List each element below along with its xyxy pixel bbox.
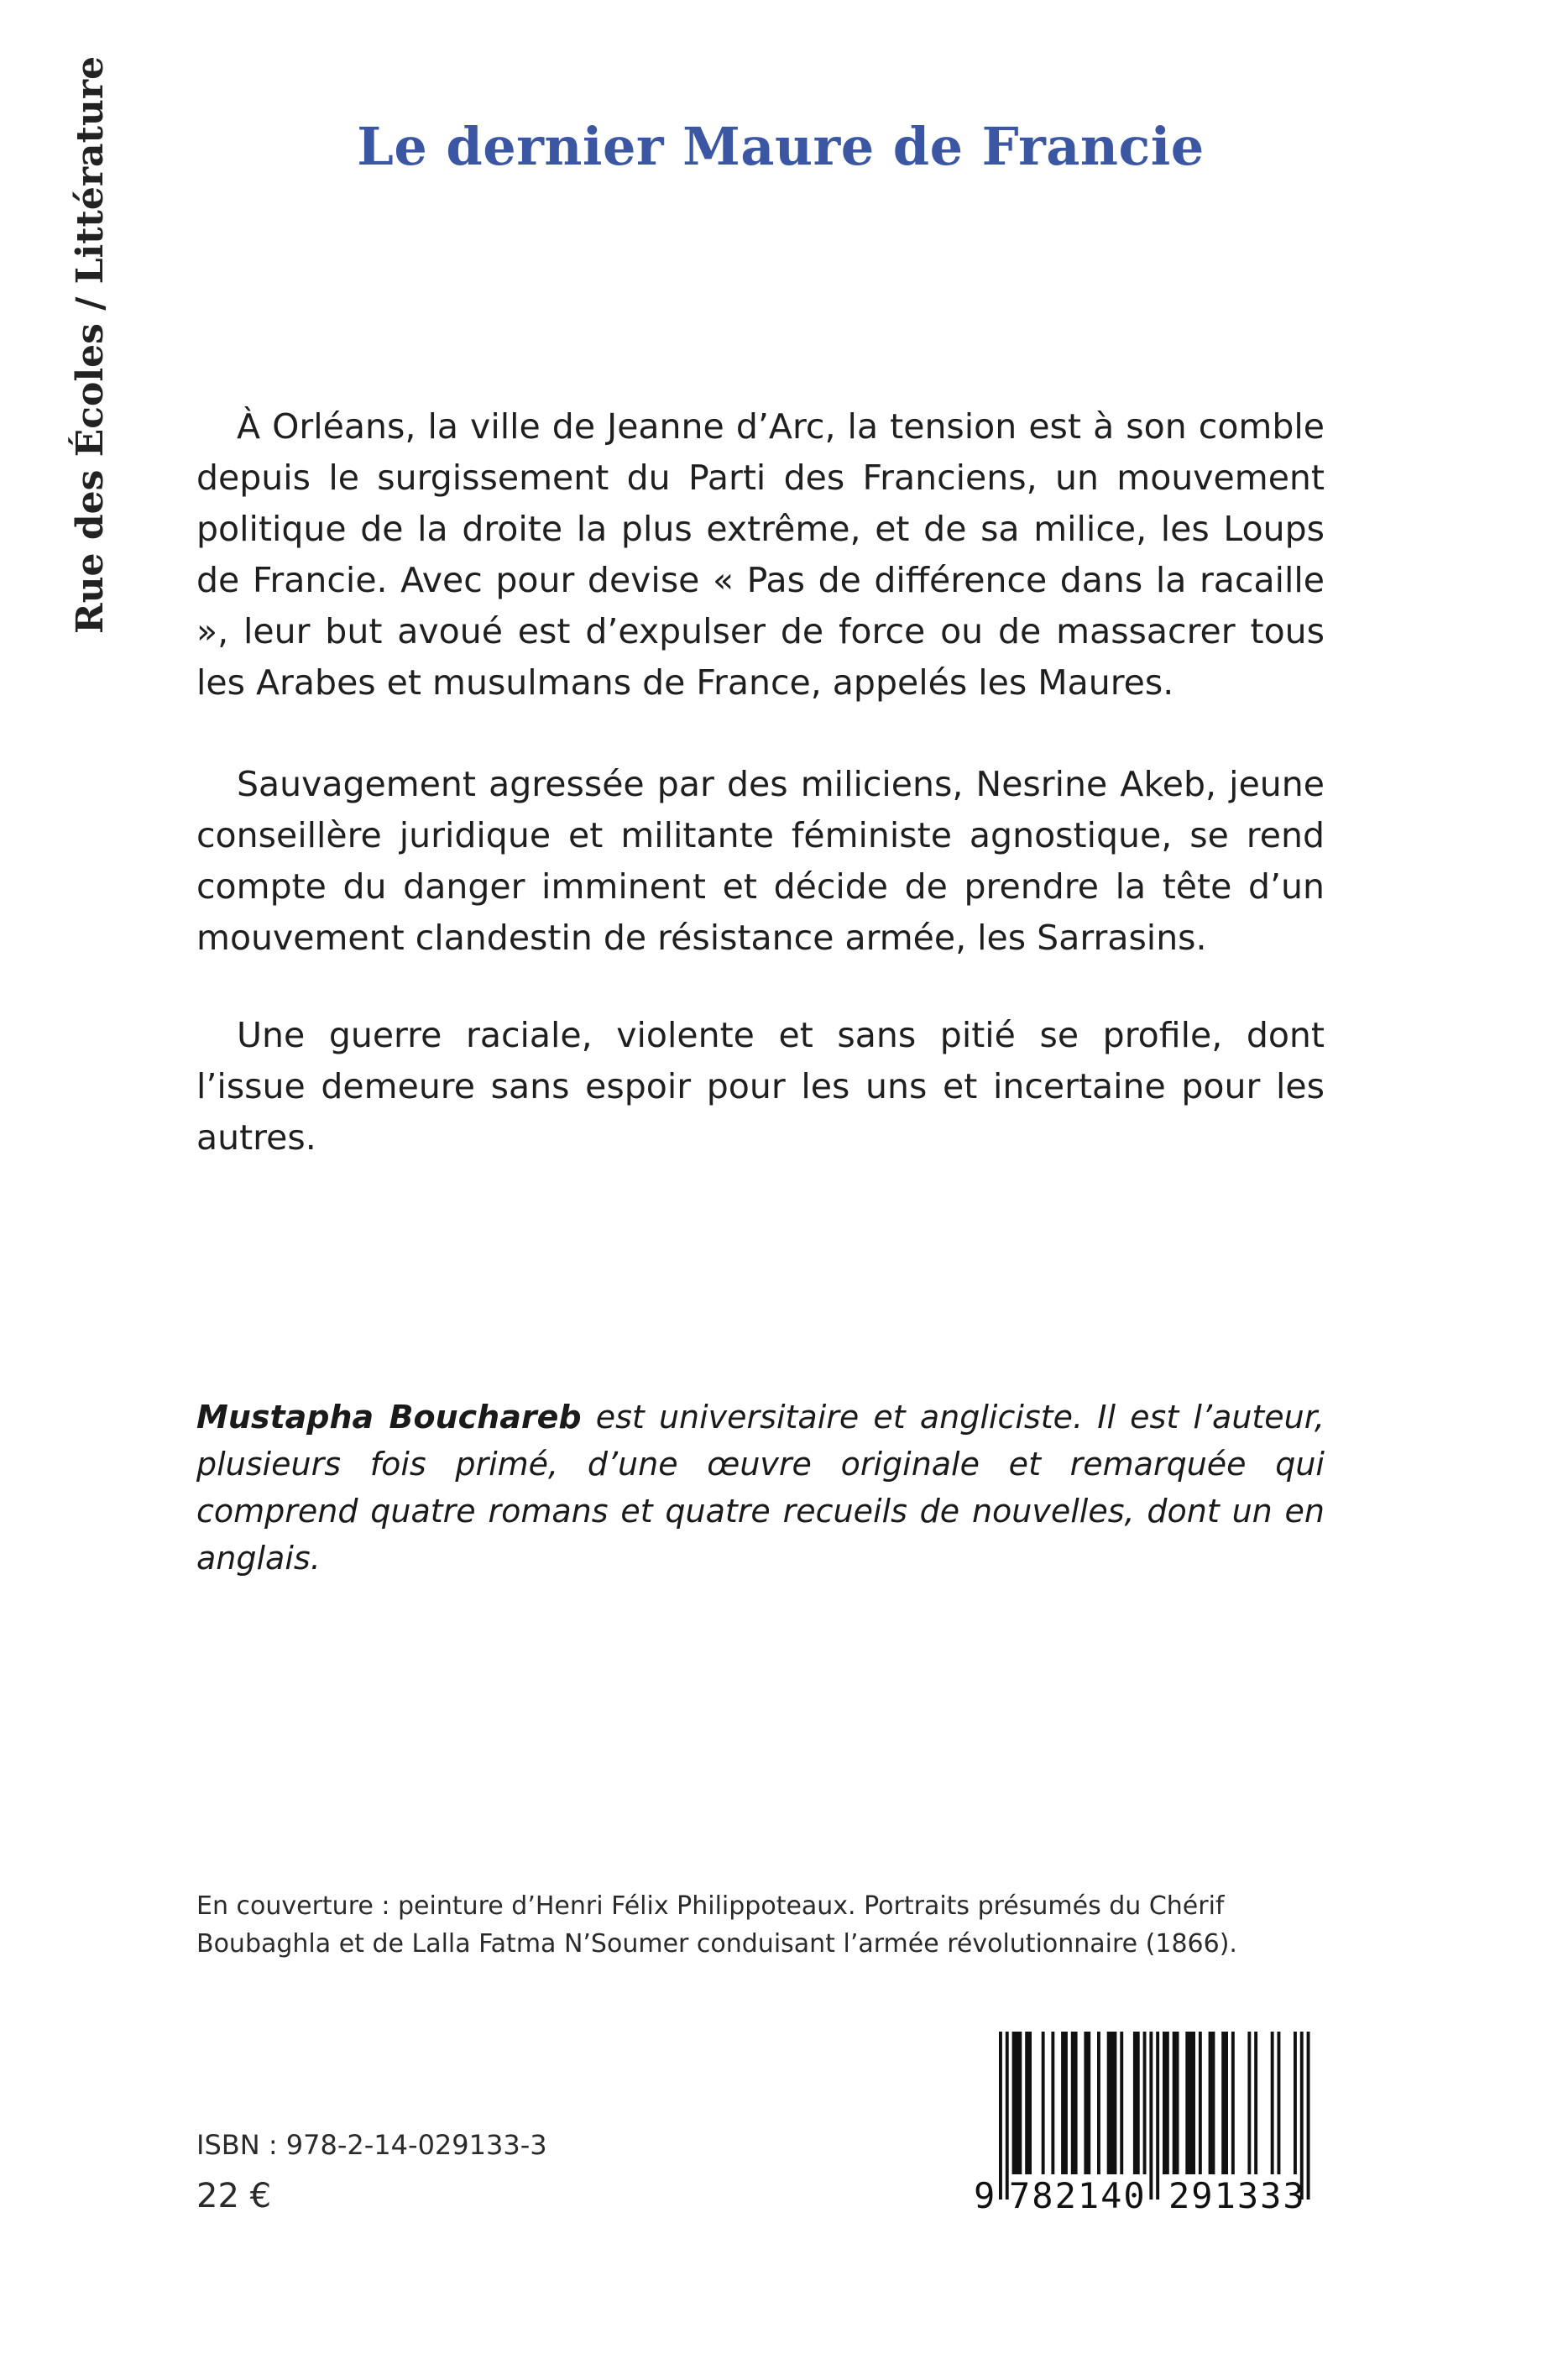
isbn: ISBN : 978-2-14-029133-3 <box>196 2129 547 2161</box>
barcode-bar <box>1097 2032 1100 2174</box>
author-name: Mustapha Bouchareb <box>196 1399 582 1436</box>
barcode-bar <box>1025 2032 1032 2174</box>
barcode-digit-group-right: 291333 <box>1168 2175 1306 2216</box>
barcode-digit-group-left: 782140 <box>1009 2175 1147 2216</box>
author-bio <box>196 1394 1325 1582</box>
barcode-bar <box>1071 2032 1078 2174</box>
barcode-bar <box>1163 2032 1169 2174</box>
barcode-bar <box>1143 2032 1147 2174</box>
barcode-bar <box>1254 2032 1257 2174</box>
barcode-bar <box>1278 2032 1281 2174</box>
blurb-paragraph: À Orléans, la ville de Jeanne d’Arc, la tension est à son comble depuis le surgissement du Parti des Franciens, un mouvement politique de la droite la plus extrême, et de sa milice, les Loups de Francie. Avec pour devise « Pas de différence dans la racaille », leur but avoué est d’expulser de force ou de massacrer tous les Arabes et musulmans de France, appelés les Maures. <box>196 406 1325 703</box>
barcode-bar <box>1247 2032 1251 2174</box>
barcode-bar <box>1061 2032 1068 2174</box>
blurb-paragraph: Une guerre raciale, violente et sans pitié se profile, dont l’issue demeure sans espoir pour les uns et incertaine pour les autres. <box>196 1015 1325 1158</box>
cover-credit: En couverture : peinture d’Henri Félix Philippoteaux. Portraits présumés du Chérif Boubaghla et de Lalla Fatma N’Soumer conduisant l’armée révolutionnaire (1866). <box>196 1891 1237 1959</box>
barcode-bar <box>1107 2032 1117 2174</box>
barcode-bar <box>1051 2032 1054 2174</box>
barcode-bar <box>1185 2032 1195 2174</box>
barcode-bar <box>1199 2032 1202 2174</box>
barcode-bar <box>1042 2032 1045 2174</box>
author-bio-text: est universitaire et angliciste. Il est l’auteur, plusieurs fois primé, d’une œuvre originale et remarquée qui comprend quatre romans et quatre recueils de nouvelles, dont un en anglais. <box>196 1399 1325 1577</box>
barcode-bar <box>1084 2032 1090 2174</box>
price: 22 € <box>196 2177 272 2215</box>
blurb-paragraph: Sauvagement agressée par des miliciens, Nesrine Akeb, jeune conseillère juridique et militante féministe agnostique, se rend compte du danger imminent et décide de prendre la tête d’un mouvement clandestin de résistance armée, les Sarrasins. <box>196 764 1325 958</box>
book-title: Le dernier Maure de Francie <box>357 116 1205 177</box>
barcode-bar <box>1294 2032 1297 2174</box>
barcode-digit-lead: 9 <box>974 2175 996 2216</box>
barcode-bar <box>1221 2032 1228 2174</box>
barcode-bar <box>1271 2032 1274 2174</box>
spine-series-label: Rue des Écoles / Littérature <box>69 55 112 634</box>
barcode-bar <box>1231 2032 1235 2174</box>
barcode-digits <box>974 2171 1330 2221</box>
barcode-bar <box>1209 2032 1215 2174</box>
barcode-bar <box>1133 2032 1140 2174</box>
barcode-bar <box>1012 2032 1022 2174</box>
barcode-bar <box>1173 2032 1179 2174</box>
barcode-bar <box>1120 2032 1123 2174</box>
